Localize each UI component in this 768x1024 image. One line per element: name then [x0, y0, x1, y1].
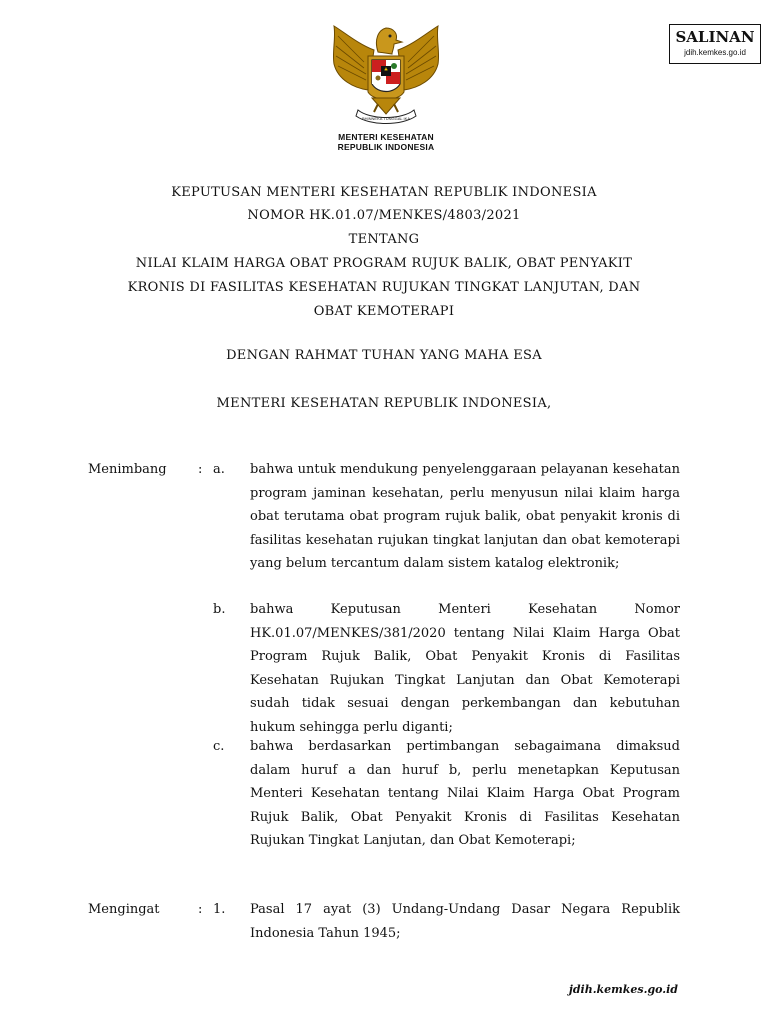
decree-title: KEPUTUSAN MENTERI KESEHATAN REPUBLIK INDONESIA: [171, 185, 597, 200]
menimbang-colon: :: [198, 462, 203, 477]
menimbang-label: Menimbang: [88, 462, 167, 477]
stamp-title: SALINAN: [675, 28, 755, 46]
garuda-emblem: [324, 22, 448, 130]
menimbang-marker-c: c.: [213, 739, 225, 754]
mengingat-item-1: Pasal 17 ayat (3) Undang-Undang Dasar Negara Republik Indonesia Tahun 1945;: [250, 902, 680, 941]
decree-subject-line3: OBAT KEMOTERAPI: [313, 304, 455, 319]
mengingat-label: Mengingat: [88, 902, 160, 917]
decree-subject-line1: NILAI KLAIM HARGA OBAT PROGRAM RUJUK BALIK, OBAT PENYAKIT: [135, 256, 633, 271]
emblem-caption-line2: REPUBLIK INDONESIA: [337, 142, 435, 152]
mengingat-marker-1: 1.: [213, 902, 226, 917]
mengingat-colon: :: [198, 902, 203, 917]
official-line: MENTERI KESEHATAN REPUBLIK INDONESIA,: [216, 396, 552, 411]
menimbang-item-a: bahwa untuk mendukung penyelenggaraan pelayanan kesehatan program jaminan kesehatan, perlu menyusun nilai klaim harga obat terutama obat program rujuk balik, obat penyakit kronis di fasilitas kesehatan rujukan tingkat lanjutan dan obat kemoterapi yang belum tercantum dalam sistem katalog elektronik;: [250, 462, 680, 571]
emblem-caption-line1: MENTERI KESEHATAN: [338, 132, 434, 142]
menimbang-item-b: bahwa Keputusan Menteri Kesehatan Nomor HK.01.07/MENKES/381/2020 tentang Nilai Klaim Harga Obat Program Rujuk Balik, Obat Penyakit Kronis di Fasilitas Kesehatan Rujukan Tingkat Lanjutan dan Obat Kemoterapi sudah tidak sesuai dengan perkembangan dan kebutuhan hukum sehingga perlu diganti;: [250, 602, 680, 735]
decree-subject-line2: KRONIS DI FASILITAS KESEHATAN RUJUKAN TINGKAT LANJUTAN, DAN: [127, 280, 641, 295]
stamp-site: jdih.kemkes.go.id: [684, 48, 746, 57]
decree-tentang: TENTANG: [348, 232, 420, 247]
footer-site: jdih.kemkes.go.id: [568, 983, 678, 996]
menimbang-item-c: bahwa berdasarkan pertimbangan sebagaimana dimaksud dalam huruf a dan huruf b, perlu menetapkan Keputusan Menteri Kesehatan tentang Nilai Klaim Harga Obat Program Rujuk Balik, Obat Penyakit Kronis di Fasilitas Kesehatan Rujukan Tingkat Lanjutan, dan Obat Kemoterapi;: [250, 739, 680, 848]
emblem-banner-text: BHINNEKA TUNGGAL IKA: [361, 116, 411, 121]
menimbang-marker-b: b.: [213, 602, 226, 617]
blessing-line: DENGAN RAHMAT TUHAN YANG MAHA ESA: [226, 348, 542, 363]
decree-number: NOMOR HK.01.07/MENKES/4803/2021: [247, 208, 521, 223]
salinan-stamp: [669, 24, 761, 64]
menimbang-marker-a: a.: [213, 462, 225, 477]
